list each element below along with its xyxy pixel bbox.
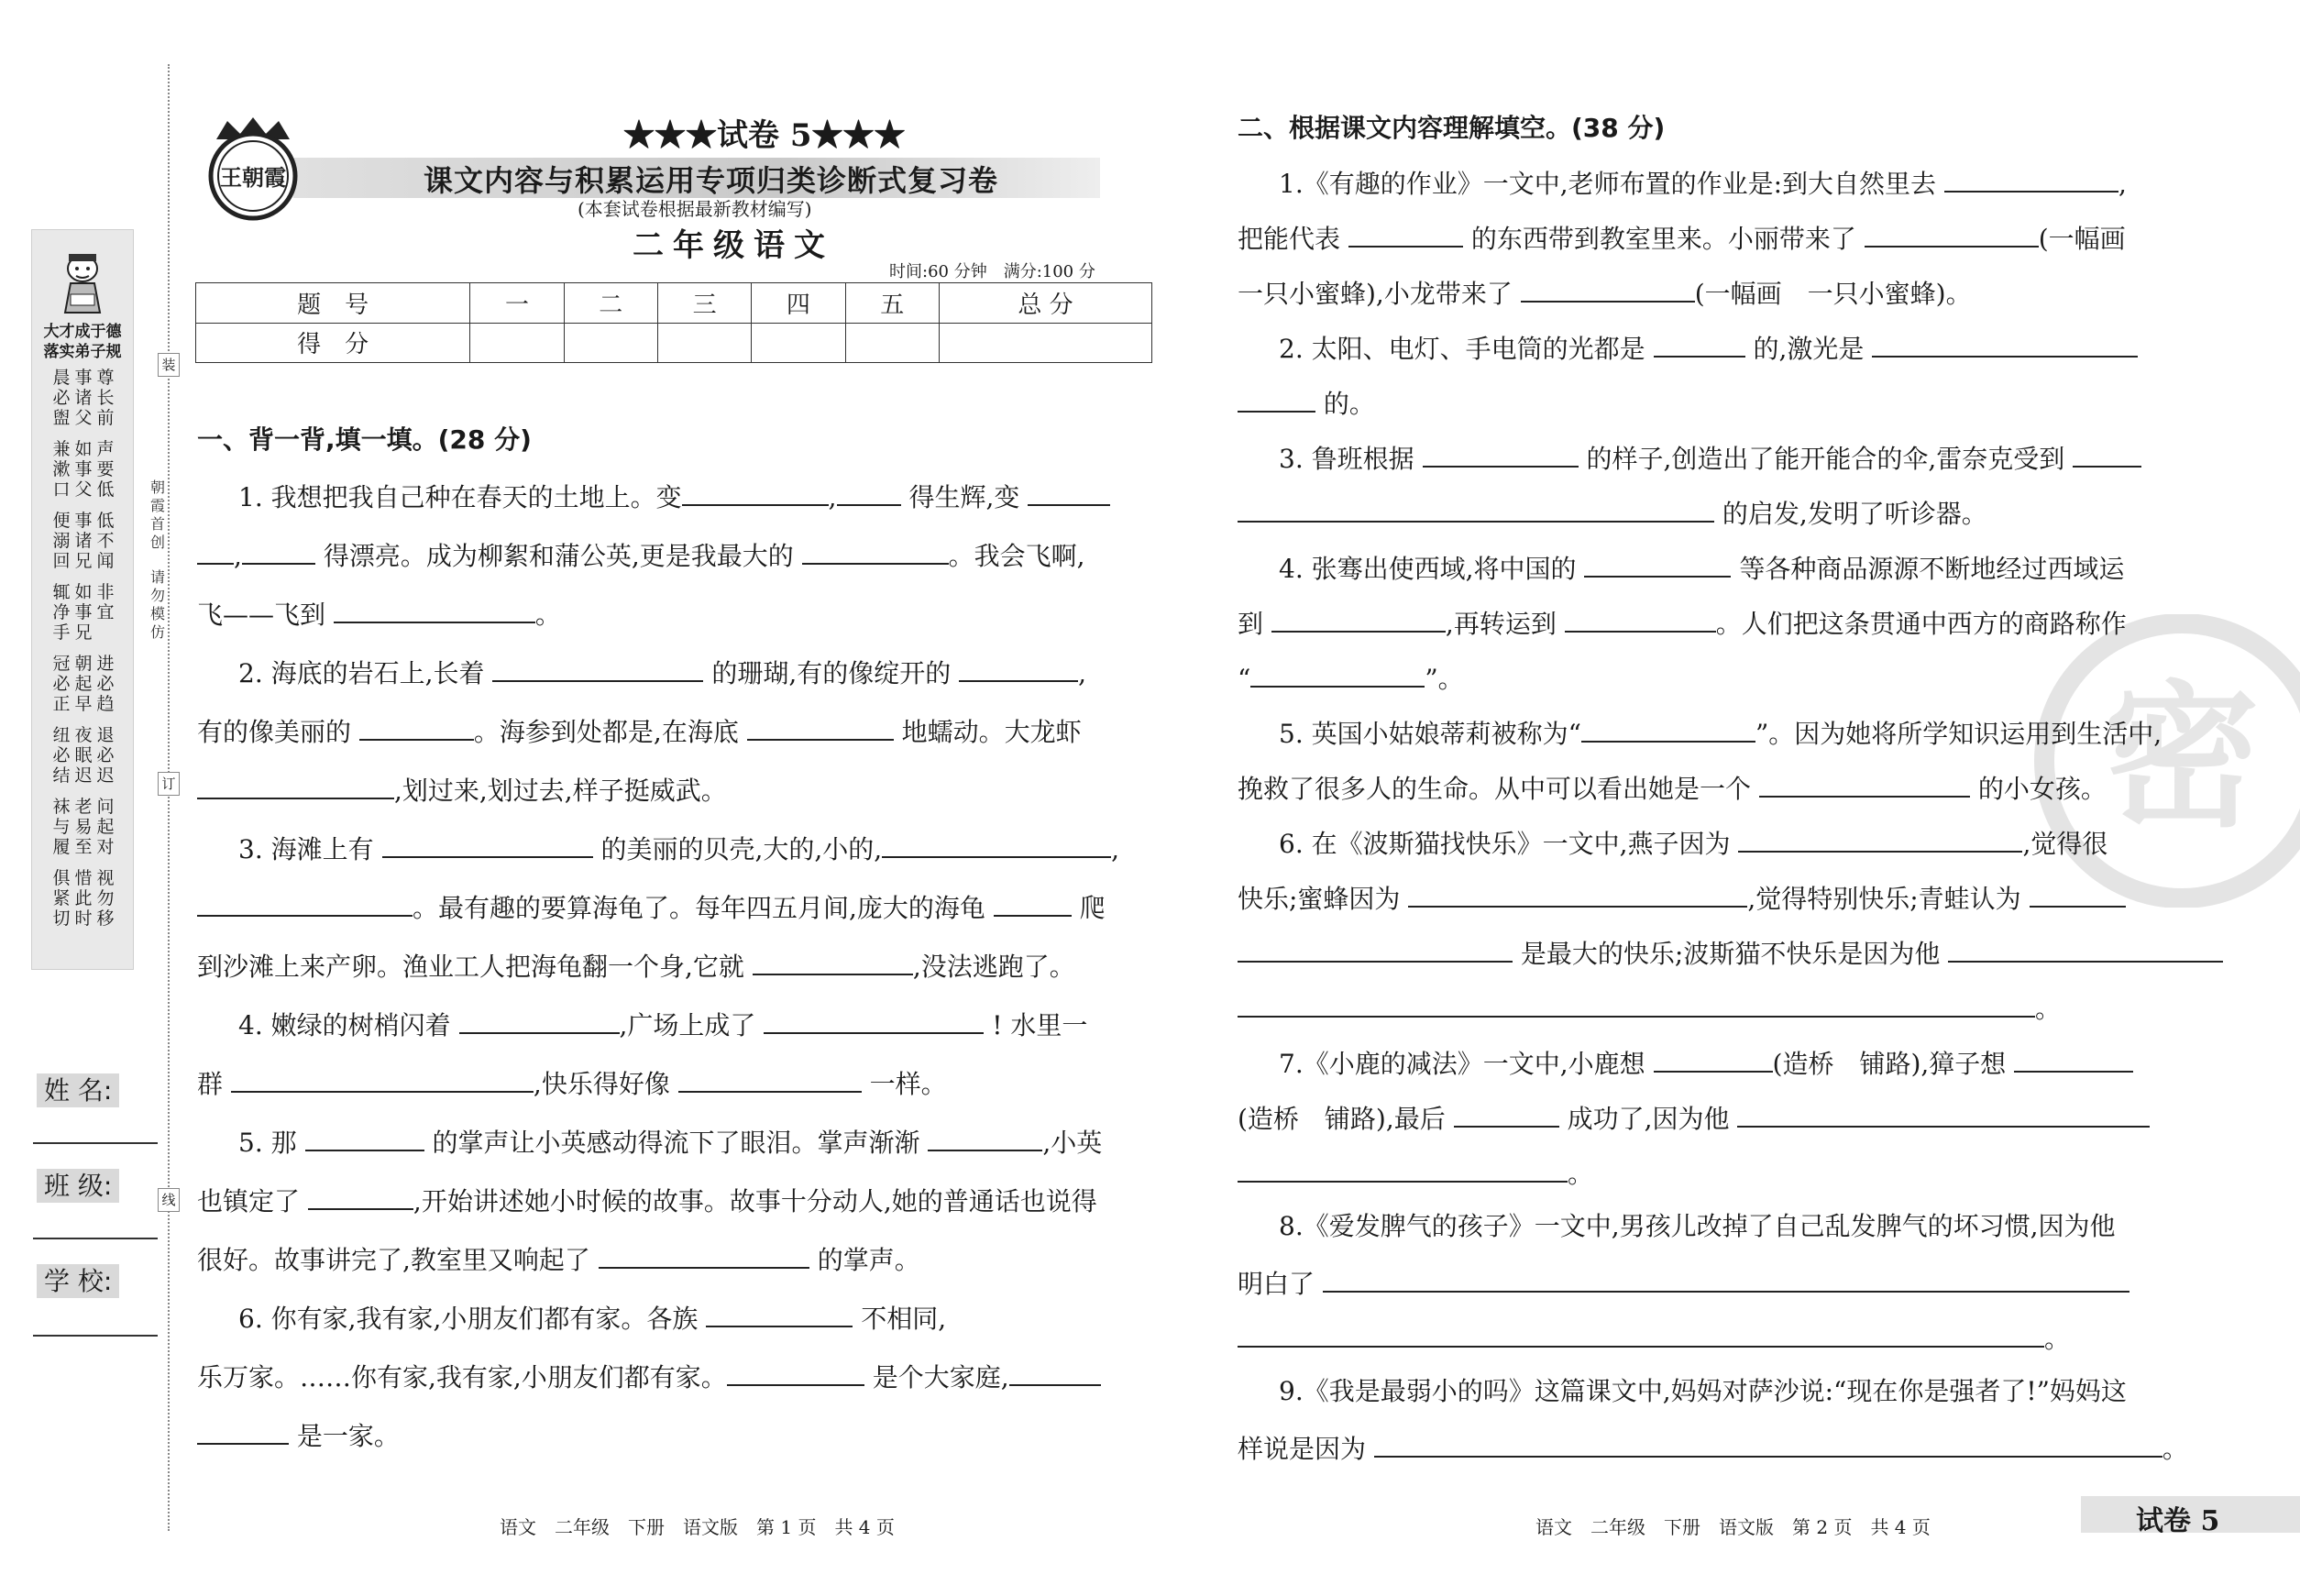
question-line: 。: [1238, 988, 2061, 1028]
question-line: 7.《小鹿的减法》一文中,小鹿想 (造桥 铺路),獐子想: [1279, 1043, 2133, 1083]
question-line: 把能代表 的东西带到教室里来。小丽带来了 (一幅画: [1238, 218, 2126, 258]
question-line: (造桥 铺路),最后 成功了,因为他: [1238, 1098, 2150, 1138]
question-line: 很好。故事讲完了,教室里又响起了 的掌声。: [197, 1239, 920, 1279]
question-line: 3. 海滩上有 的美丽的贝壳,大的,小的, ,: [238, 829, 1119, 868]
answer-blank[interactable]: [334, 594, 535, 623]
table-cell: 三: [657, 283, 751, 324]
question-line: 群 ,快乐得好像 一样。: [197, 1063, 947, 1103]
rule-text: 进必趋: [96, 654, 115, 714]
table-row: [196, 283, 1152, 324]
rule-text: 问起对: [96, 797, 115, 857]
rule-text: 纽必结: [52, 725, 71, 786]
rule-text: 晨必盥: [52, 368, 71, 428]
svg-text:王朝霞: 王朝霞: [220, 164, 286, 191]
answer-blank[interactable]: [1009, 1357, 1101, 1386]
rule-text: 惜此时: [74, 868, 93, 929]
question-line: 1. 我想把我自己种在春天的土地上。变 , 得生辉,变: [238, 477, 1110, 516]
answer-blank[interactable]: [1738, 823, 2022, 853]
answer-blank[interactable]: [682, 477, 829, 506]
answer-blank[interactable]: [492, 653, 703, 682]
answer-blank[interactable]: [1737, 1098, 2150, 1128]
question-line: , 得漂亮。成为柳絮和蒲公英,更是我最大的 。我会飞啊,: [197, 535, 1085, 575]
answer-blank[interactable]: [305, 1122, 424, 1151]
answer-blank[interactable]: [1759, 768, 1970, 798]
answer-blank[interactable]: [1238, 933, 1513, 963]
answer-blank[interactable]: [1238, 1318, 2044, 1348]
answer-blank[interactable]: [1423, 438, 1579, 468]
rule-text: 便溺回: [52, 511, 71, 571]
question-line: 2. 海底的岩石上,长着 的珊瑚,有的像绽开的 ,: [238, 653, 1086, 692]
answer-blank[interactable]: [1565, 603, 1716, 633]
rule-text: 朝起早: [74, 654, 93, 714]
rule-text: 辄净手: [52, 582, 71, 643]
school-field[interactable]: [33, 1335, 158, 1337]
rule-text: 如事兄: [74, 582, 93, 643]
rule-text: 俱紧切: [52, 868, 71, 929]
table-cell: 题 号: [196, 283, 470, 324]
scholar-cartoon-icon: [52, 248, 113, 314]
score-cell[interactable]: [657, 323, 751, 363]
answer-blank[interactable]: [1028, 477, 1110, 506]
page-title: 课文内容与积累运用专项归类诊断式复习卷: [424, 163, 999, 198]
answer-blank[interactable]: [1238, 988, 2035, 1018]
answer-blank[interactable]: [1584, 548, 1731, 578]
answer-blank[interactable]: [1581, 713, 1755, 743]
table-cell: 一: [470, 283, 564, 324]
question-line: 9.《我是最弱小的吗》这篇课文中,妈妈对萨沙说:“现在你是强者了!”妈妈这: [1279, 1376, 2127, 1406]
answer-blank[interactable]: [359, 711, 474, 741]
answer-blank[interactable]: [802, 535, 949, 565]
answer-blank[interactable]: [1948, 933, 2223, 963]
question-line: 一只小蜜蜂),小龙带来了 (一幅画 一只小蜜蜂)。: [1238, 273, 1972, 313]
answer-blank[interactable]: [727, 1357, 864, 1386]
answer-blank[interactable]: [706, 1298, 853, 1327]
answer-blank[interactable]: [1872, 328, 2138, 358]
question-line: 5. 英国小姑娘蒂莉被称为“ ”。因为她将所学知识运用到生活中,: [1279, 713, 2162, 753]
question-line: 。: [1238, 1318, 2070, 1358]
answer-blank[interactable]: [959, 653, 1078, 682]
question-line: 1.《有趣的作业》一文中,老师布置的作业是:到大自然里去 ,: [1279, 163, 2127, 203]
answer-blank[interactable]: [1521, 273, 1695, 303]
publisher-logo: [198, 112, 308, 222]
exam-number: ★★★试卷 5★★★: [623, 117, 906, 154]
vertical-note-no-copy: 请勿模仿: [149, 568, 165, 641]
question-line: 8.《爱发脾气的孩子》一文中,男孩儿改掉了自己乱发脾气的坏习惯,因为他: [1279, 1211, 2116, 1241]
question-line: 快乐;蜜蜂因为 ,觉得特别快乐;青蛙认为: [1238, 878, 2126, 918]
rule-text: 夜眠迟: [74, 725, 93, 786]
answer-blank[interactable]: [837, 477, 901, 506]
answer-blank[interactable]: [1654, 1043, 1773, 1073]
table-row: [196, 323, 1152, 363]
motto-line-1: 大才成于德: [43, 323, 122, 341]
footer-page-1: 语文 二年级 下册 语文版 第 1 页 共 4 页: [500, 1516, 895, 1538]
question-line: ,划过来,划过去,样子挺威武。: [197, 770, 727, 809]
question-line: 2. 太阳、电灯、手电筒的光都是 的,激光是: [1279, 328, 2138, 368]
answer-blank[interactable]: [994, 887, 1072, 917]
answer-blank[interactable]: [1944, 163, 2118, 193]
table-cell: 五: [845, 283, 939, 324]
table-cell: 得 分: [196, 323, 470, 363]
answer-blank[interactable]: [197, 1415, 289, 1445]
answer-blank[interactable]: [882, 829, 1111, 858]
answer-blank[interactable]: [1348, 218, 1463, 248]
answer-blank[interactable]: [753, 946, 913, 975]
question-line: 4. 张骞出使西域,将中国的 等各种商品源源不断地经过西域运: [1279, 548, 2124, 588]
rule-text: 低不闻: [96, 511, 115, 571]
table-cell: 总 分: [939, 283, 1151, 324]
vertical-note-original: 朝霞首创: [149, 479, 165, 551]
question-line: 明白了: [1238, 1263, 2129, 1303]
question-line: 3. 鲁班根据 的样子,创造出了能开能合的伞,雷奈克受到: [1279, 438, 2141, 478]
confidential-seal-watermark: [2026, 614, 2300, 908]
answer-blank[interactable]: [1250, 658, 1425, 688]
score-cell[interactable]: [752, 323, 845, 363]
question-line: 也镇定了 ,开始讲述她小时候的故事。故事十分动人,她的普通话也说得: [197, 1181, 1097, 1220]
answer-blank[interactable]: [382, 829, 593, 858]
answer-blank[interactable]: [197, 770, 394, 799]
rule-text: 袜与履: [52, 797, 71, 857]
question-line: 有的像美丽的 。海参到处都是,在海底 地蠕动。大龙虾: [197, 711, 1082, 751]
answer-blank[interactable]: [599, 1239, 809, 1269]
question-line: 5. 那 的掌声让小英感动得流下了眼泪。掌声渐渐 ,小英: [238, 1122, 1102, 1161]
question-line: 6. 你有家,我有家,小朋友们都有家。各族 不相同,: [238, 1298, 946, 1337]
score-table: [195, 282, 1152, 363]
answer-blank[interactable]: [1454, 1098, 1559, 1128]
name-field[interactable]: [33, 1142, 158, 1144]
question-line: 是最大的快乐;波斯猫不快乐是因为他: [1238, 933, 2223, 973]
question-line: 是一家。: [197, 1415, 400, 1455]
time-score-info: 时间:60 分钟 满分:100 分: [889, 262, 1095, 281]
binding-mark: 装: [158, 353, 180, 377]
binding-mark: 订: [158, 772, 180, 796]
rule-text: 声要低: [96, 439, 115, 500]
answer-blank[interactable]: [747, 711, 894, 741]
sidebar-rules-panel: [31, 229, 134, 970]
answer-blank[interactable]: [1654, 328, 1745, 358]
table-cell: 二: [564, 283, 657, 324]
score-cell[interactable]: [939, 323, 1151, 363]
subject-title: 二年级语文: [633, 227, 834, 264]
answer-blank[interactable]: [1408, 878, 1747, 908]
class-label: 班 级:: [37, 1166, 119, 1203]
question-line: “ ”。: [1238, 658, 1464, 698]
rule-text: 兼漱口: [52, 439, 71, 500]
rule-text: 非宜: [96, 582, 115, 622]
answer-blank[interactable]: [197, 887, 413, 917]
answer-blank[interactable]: [1271, 603, 1446, 633]
question-line: 。最有趣的要算海龟了。每年四五月间,庞大的海龟 爬: [197, 887, 1106, 927]
class-field[interactable]: [33, 1238, 158, 1239]
rule-text: 如事父: [74, 439, 93, 500]
answer-blank[interactable]: [678, 1063, 862, 1093]
motto-line-2: 落实弟子规: [43, 343, 122, 361]
table-cell: 四: [752, 283, 845, 324]
name-label: 姓 名:: [37, 1071, 119, 1107]
section-1-title: 一、背一背,填一填。(28 分): [197, 424, 532, 455]
answer-blank[interactable]: [197, 535, 234, 565]
binding-dotted-line: [168, 64, 170, 1531]
answer-blank[interactable]: [764, 1005, 984, 1034]
answer-blank[interactable]: [1238, 1153, 1568, 1183]
answer-blank[interactable]: [2073, 438, 2141, 468]
question-line: 4. 嫩绿的树梢闪着 ,广场上成了 ! 水里一: [238, 1005, 1087, 1044]
question-line: 样说是因为 。: [1238, 1428, 2188, 1468]
question-line: 的。: [1238, 383, 1375, 423]
answer-blank[interactable]: [1238, 493, 1714, 523]
answer-blank[interactable]: [231, 1063, 534, 1093]
exam-badge: 试卷 5: [2136, 1505, 2220, 1537]
answer-blank[interactable]: [459, 1005, 620, 1034]
rule-text: 视勿移: [96, 868, 115, 929]
rule-text: 事诸父: [74, 368, 93, 428]
rule-text: 老易至: [74, 797, 93, 857]
edition-note: (本套试卷根据最新教材编写): [578, 198, 812, 220]
answer-blank[interactable]: [1238, 383, 1315, 413]
footer-page-2: 语文 二年级 下册 语文版 第 2 页 共 4 页: [1535, 1516, 1931, 1538]
question-line: 到沙滩上来产卵。渔业工人把海龟翻一个身,它就 ,没法逃跑了。: [197, 946, 1075, 985]
question-line: 挽救了很多人的生命。从中可以看出她是一个 的小女孩。: [1238, 768, 2107, 808]
question-line: 。: [1238, 1153, 1593, 1193]
answer-blank[interactable]: [1323, 1263, 2129, 1293]
question-line: 的启发,发明了听诊器。: [1238, 493, 1987, 533]
rule-text: 退必迟: [96, 725, 115, 786]
answer-blank[interactable]: [1374, 1428, 2162, 1458]
rule-text: 冠必正: [52, 654, 71, 714]
answer-blank[interactable]: [2030, 878, 2126, 908]
school-label: 学 校:: [37, 1261, 119, 1298]
rule-text: 尊长前: [96, 368, 115, 428]
answer-blank[interactable]: [1865, 218, 2039, 248]
answer-blank[interactable]: [928, 1122, 1042, 1151]
answer-blank[interactable]: [308, 1181, 413, 1210]
answer-blank[interactable]: [242, 535, 315, 565]
question-line: 飞——飞到 。: [197, 594, 561, 633]
answer-blank[interactable]: [2014, 1043, 2133, 1073]
score-cell[interactable]: [845, 323, 939, 363]
section-2-title: 二、根据课文内容理解填空。(38 分): [1238, 113, 1666, 143]
rule-text: 事诸兄: [74, 511, 93, 571]
score-cell[interactable]: [470, 323, 564, 363]
question-line: 乐万家。……你有家,我有家,小朋友们都有家。 是个大家庭,: [197, 1357, 1101, 1396]
question-line: 到 ,再转运到 。人们把这条贯通中西方的商路称作: [1238, 603, 2127, 643]
binding-mark: 线: [158, 1188, 180, 1212]
svg-text:密: 密: [2103, 667, 2261, 849]
question-line: 6. 在《波斯猫找快乐》一文中,燕子因为 ,觉得很: [1279, 823, 2107, 863]
score-cell[interactable]: [564, 323, 657, 363]
